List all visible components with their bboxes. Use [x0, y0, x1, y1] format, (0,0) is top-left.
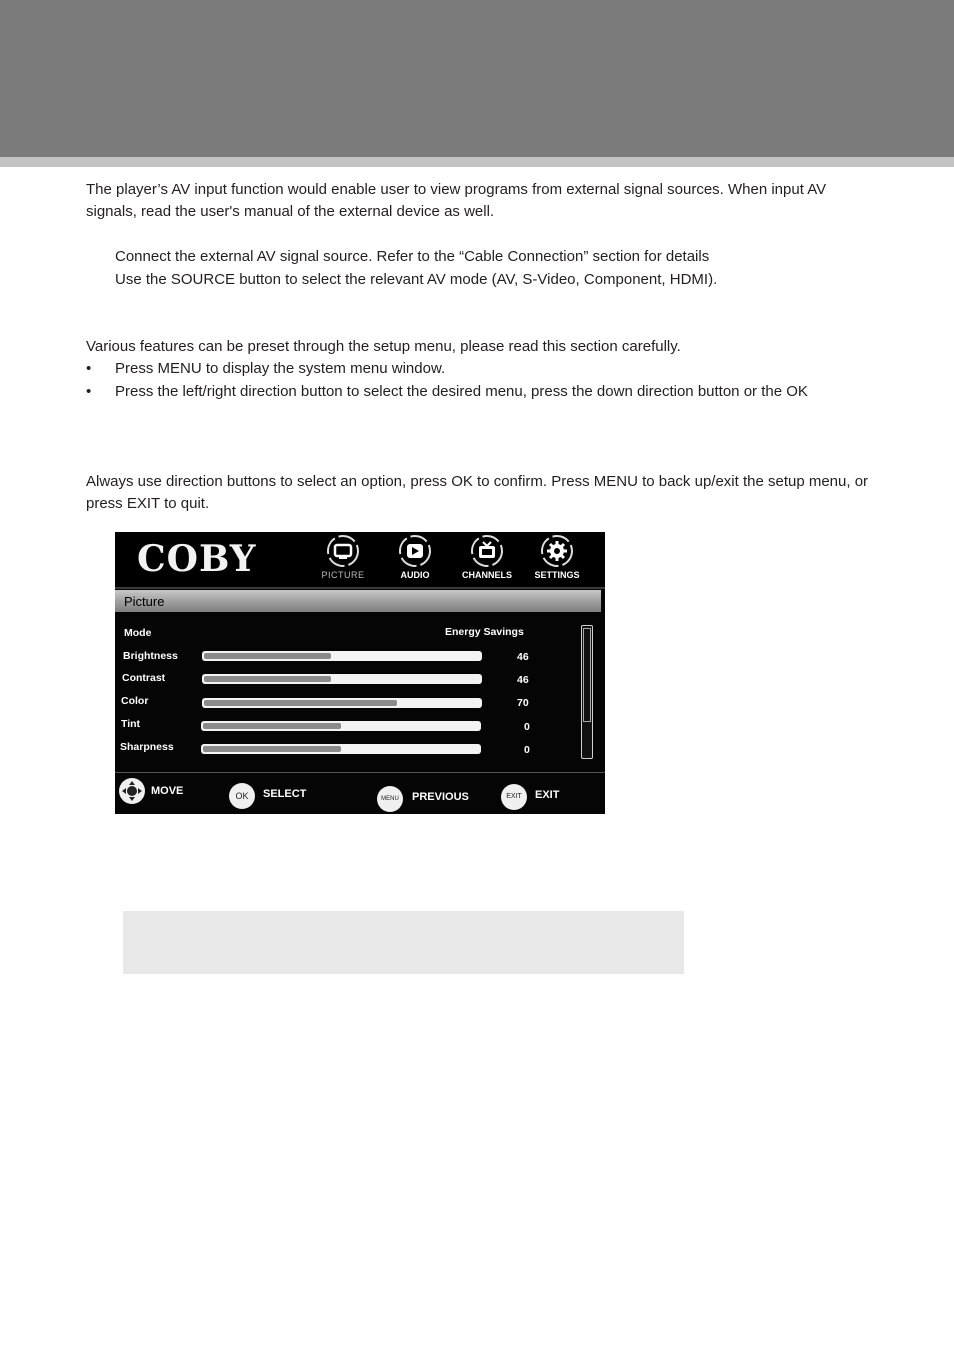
note-box: [123, 911, 684, 974]
tint-slider-fill: [203, 723, 341, 729]
menu-scrollbar[interactable]: [581, 625, 593, 759]
tab-channels[interactable]: [452, 534, 522, 580]
setup-paragraph: Various features can be preset through the setup menu, please read this section carefully.: [86, 338, 681, 355]
ok-key-icon: OK: [229, 783, 255, 809]
color-value: 70: [517, 697, 529, 709]
bullet-mark: •: [86, 383, 92, 400]
contrast-value: 46: [517, 674, 529, 686]
step-connect: Connect the external AV signal source. Refer to the “Cable Connection” section for details: [115, 248, 710, 265]
sharpness-label: Sharpness: [120, 741, 174, 753]
tint-label: Tint: [121, 718, 141, 730]
tab-label: PICTURE: [321, 570, 365, 580]
navigation-paragraph: Always use direction buttons to select an option, press OK to confirm. Press MENU to back up/exit the setup menu, or press EXIT to quit.: [86, 473, 869, 512]
exit-label: EXIT: [535, 789, 560, 801]
bullet-text: Press MENU to display the system menu window.: [115, 360, 446, 377]
osd-divider: [115, 587, 605, 589]
tint-value: 0: [524, 721, 530, 733]
section-title: Picture: [124, 594, 165, 609]
brightness-value: 46: [517, 651, 529, 663]
settings-icon: [540, 534, 574, 568]
contrast-slider-fill: [204, 676, 331, 682]
sharpness-slider-fill: [203, 746, 341, 752]
osd-top-bar: [115, 532, 605, 588]
brightness-label: Brightness: [123, 650, 178, 662]
brightness-slider[interactable]: [202, 651, 482, 661]
bullet-mark: •: [86, 360, 92, 377]
contrast-label: Contrast: [122, 672, 166, 684]
previous-label: PREVIOUS: [412, 791, 469, 803]
bullet-text: Press the left/right direction button to select the desired menu, press the down direction button or the OK: [115, 383, 808, 400]
direction-pad-icon: [119, 778, 145, 804]
contrast-slider[interactable]: [202, 674, 482, 684]
tab-audio[interactable]: [380, 534, 450, 580]
scrollbar-thumb[interactable]: [583, 628, 591, 722]
mode-value[interactable]: Energy Savings: [445, 626, 524, 638]
tab-picture[interactable]: [308, 534, 378, 580]
osd-footer-divider: [115, 772, 605, 773]
sharpness-value: 0: [524, 744, 530, 756]
mode-label: Mode: [124, 627, 152, 639]
move-label: MOVE: [151, 785, 184, 797]
tab-label: CHANNELS: [461, 570, 512, 580]
exit-key-icon: EXIT: [501, 784, 527, 810]
sharpness-slider[interactable]: [201, 744, 481, 754]
tab-label: AUDIO: [400, 570, 430, 580]
tv-menu-screenshot: [115, 532, 605, 814]
tab-label: SETTINGS: [534, 570, 580, 580]
section-bar: [115, 590, 601, 612]
audio-icon: [398, 534, 432, 568]
color-slider-fill: [204, 700, 397, 706]
picture-icon: [326, 534, 360, 568]
intro-paragraph: The player’s AV input function would enable user to view programs from external signal sources. When input AV signals, read the user's manual of the external device as well.: [86, 181, 827, 220]
menu-key-icon: MENU: [377, 786, 403, 812]
step-source: Use the SOURCE button to select the relevant AV mode (AV, S-Video, Component, HDMI).: [115, 271, 718, 288]
channels-icon: [470, 534, 504, 568]
color-slider[interactable]: [202, 698, 482, 708]
tab-settings[interactable]: [522, 534, 592, 580]
header-stripe: [0, 157, 954, 167]
tint-slider[interactable]: [201, 721, 481, 731]
select-label: SELECT: [263, 788, 307, 800]
color-label: Color: [121, 695, 149, 707]
brightness-slider-fill: [204, 653, 331, 659]
header-band: [0, 0, 954, 157]
coby-logo: COBY: [137, 538, 257, 580]
